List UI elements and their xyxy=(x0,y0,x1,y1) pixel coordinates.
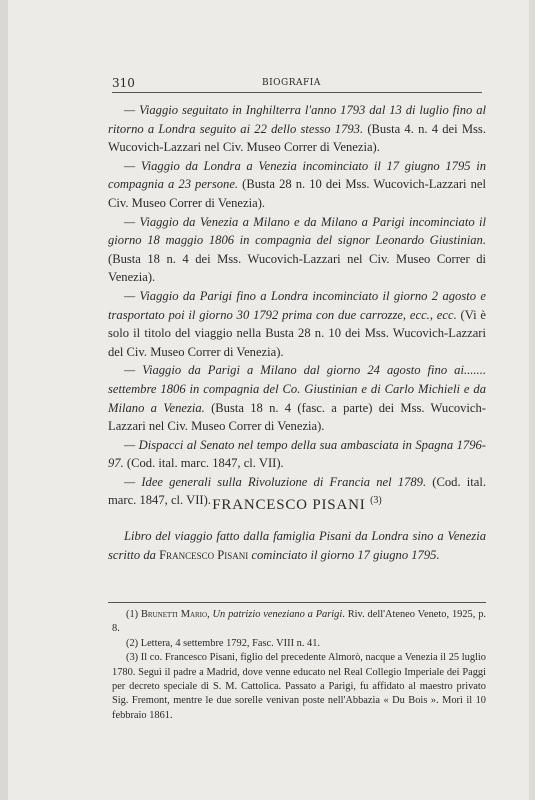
section-title-text: FRANCESCO PISANI xyxy=(212,497,366,513)
page-number: 310 xyxy=(112,76,135,90)
header-rule xyxy=(112,92,482,93)
bibliography-entry xyxy=(108,157,486,213)
bibliography-entries xyxy=(108,101,486,510)
footnote xyxy=(112,651,486,723)
intro-author: Francesco Pisani xyxy=(159,547,249,562)
footnote-work-title: Un patrizio veneziano a Parigi xyxy=(212,609,343,620)
bibliography-entry xyxy=(108,361,486,435)
footnote xyxy=(112,637,486,651)
entry-source: (Busta 18 n. 4 dei Mss. Wucovich-Lazzari nel Civ. Museo Correr di Venezia). xyxy=(108,251,486,285)
footnote-marker: (2) xyxy=(126,637,141,649)
section-title xyxy=(108,495,486,514)
footnotes xyxy=(112,608,486,723)
entry-title: — Idee generali sulla Rivoluzione di Francia nel 1789. xyxy=(124,474,427,489)
entry-source: (Cod. ital. marc. 1847, cl. VII). xyxy=(108,474,486,508)
entry-title: — Viaggio da Parigi a Milano dal giorno 24 agosto fino ai....... settembre 1806 in compagnia del Co. Giustinian e di Carlo Michieli e da Milano a Venezia. xyxy=(108,363,486,415)
bibliography-entry xyxy=(108,101,486,157)
entry-title: — Viaggio da Parigi fino a Londra incominciato il giorno 2 agosto e trasportato poi il giorno 30 1792 prima con due carrozze, ecc., ecc. xyxy=(108,288,486,322)
footnote-separator: , xyxy=(207,609,213,620)
page-header xyxy=(112,76,482,90)
footnote-text: Il co. Francesco Pisani, figlio del precedente Almorò, nacque a Venezia il 25 luglio 1780. Seguì il padre a Madrid, dove venne educato nel Real Collegio Imperiale dei Paggi per decreto speciale di S. M. Cattolica. Passato a Parigi, fu affidato al maestro privato Sig. Fremont, mentre le due sorelle venivan poste nell'Abbazia « Du Bois ». Morì il 10 febbraio 1861. xyxy=(112,652,487,721)
page-right-edge xyxy=(529,0,535,800)
entry-source: (Busta 18 n. 4 (fasc. a parte) dei Mss. Wucovich-Lazzari nel Civ. Museo Correr di Venezia). xyxy=(108,400,486,434)
running-head: BIOGRAFIA xyxy=(262,78,321,88)
entry-title: — Viaggio seguitato in Inghilterra l'anno 1793 dal 13 di luglio fino al ritorno a Londra seguito ai 22 dello stesso 1793. xyxy=(108,103,486,136)
footnote-reference: (3) xyxy=(370,495,382,506)
bibliography-entry xyxy=(108,213,486,287)
entry-title: — Dispacci al Senato nel tempo della sua ambasciata in Spagna 1796-97. xyxy=(108,437,486,471)
footnote-marker: (3) xyxy=(126,652,141,664)
footnote-text: . Riv. dell'Ateneo Veneto, 1925, p. 8. xyxy=(112,609,486,635)
intro-text-start: Libro del viaggio fatto dalla famiglia Pisani da Londra sino a Venezia scritto da xyxy=(108,529,486,562)
bibliography-entry xyxy=(108,436,486,473)
footnote-marker: (1) xyxy=(126,609,141,620)
intro-text-end: cominciato il giorno 17 giugno 1795. xyxy=(248,547,440,562)
entry-source: (Busta 4. n. 4 dei Mss. Wucovich-Lazzari nel Civ. Museo Correr di Venezia). xyxy=(108,121,486,155)
bibliography-entry xyxy=(108,287,486,361)
entry-source: (Busta 28 n. 10 dei Mss. Wucovich-Lazzari nel Civ. Museo Correr di Venezia). xyxy=(108,177,486,210)
footnote-rule xyxy=(108,602,486,603)
footnote xyxy=(112,608,486,637)
intro-paragraph xyxy=(108,527,486,564)
page-left-edge xyxy=(0,0,8,800)
footnote-text: Lettera, 4 settembre 1792, Fasc. VIII n. 41. xyxy=(140,637,321,649)
entry-title: — Viaggio da Venezia a Milano e da Milano a Parigi incominciato il giorno 18 maggio 1806 in compagnia del signor Leonardo Giustinian. xyxy=(108,214,486,248)
entry-title: — Viaggio da Londra a Venezia incominciato il 17 giugno 1795 in compagnia a 23 persone. xyxy=(108,158,486,192)
section-intro xyxy=(108,527,486,564)
entry-source: (Cod. ital. marc. 1847, cl. VII). xyxy=(123,456,284,471)
footnote-author: Brunetti Mario xyxy=(140,609,208,620)
entry-source: (Vi è solo il titolo del viaggio nella Busta 28 n. 10 dei Mss. Wucovich-Lazzari del Civ. Museo Correr di Venezia). xyxy=(108,307,486,359)
